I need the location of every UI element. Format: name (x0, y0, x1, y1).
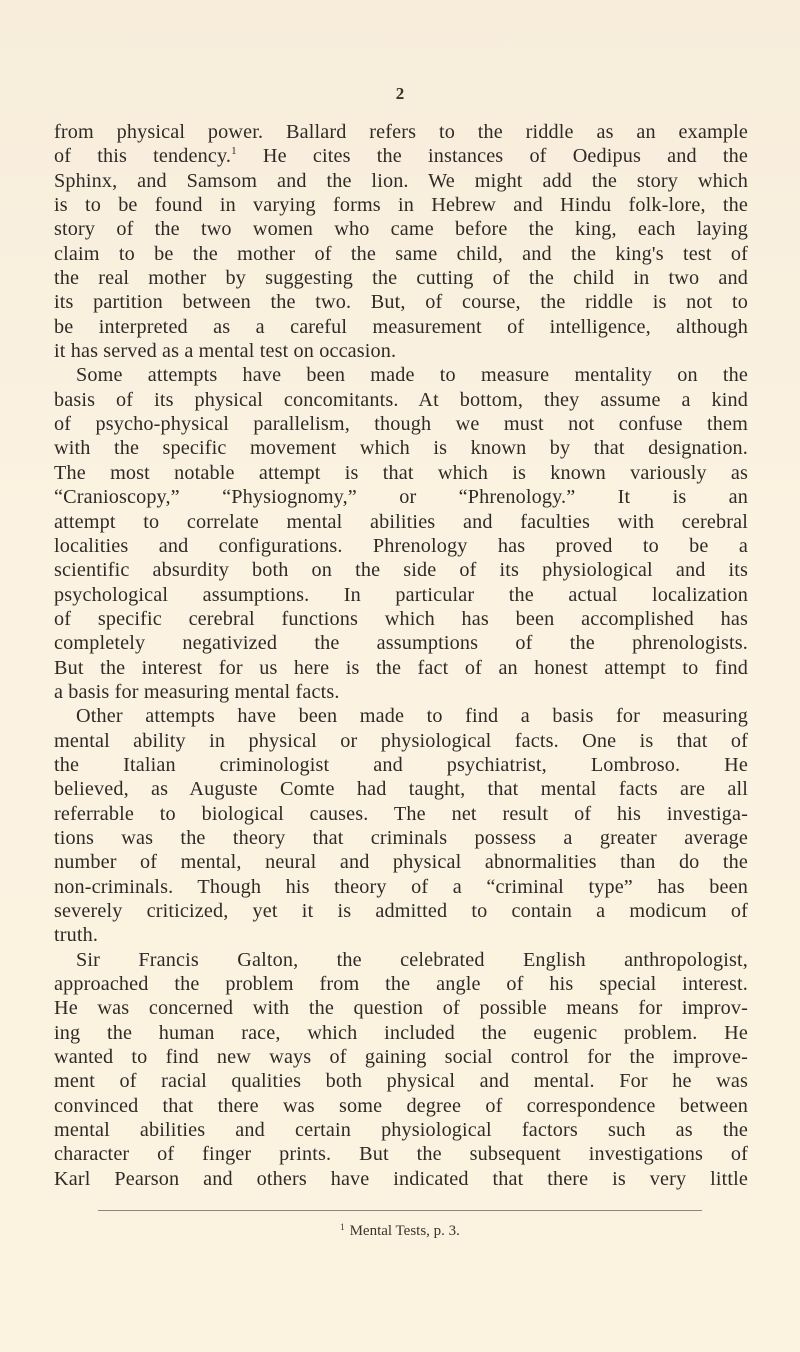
text-line: story of the two women who came before the king, each laying (54, 218, 748, 241)
text-line: wanted to find new ways of gaining social control for the improve- (54, 1046, 748, 1069)
text-line: claim to be the mother of the same child, and the king's test of (54, 242, 748, 265)
footnote (0, 1222, 800, 1240)
text-line: convinced that there was some degree of correspondence between (54, 1094, 748, 1117)
text-line: “Cranioscopy,” “Physiognomy,” or “Phrenology.” It is an (54, 486, 748, 509)
text-line: non-criminals. Though his theory of a “criminal type” has been (54, 875, 748, 898)
text-line: ing the human race, which included the eugenic problem. He (54, 1021, 748, 1044)
text-line: mental ability in physical or physiological facts. One is that of (54, 729, 748, 752)
footnote-divider (98, 1210, 702, 1211)
text-line: with the specific movement which is known by that designation. (54, 437, 748, 460)
text-line: Sphinx, and Samsom and the lion. We might add the story which (54, 169, 748, 192)
text-line: Some attempts have been made to measure mentality on the (76, 364, 748, 387)
text-line: of psycho-physical parallelism, though we must not confuse them (54, 413, 748, 436)
text-line: the Italian criminologist and psychiatrist, Lombroso. He (54, 753, 748, 776)
text-line: scientific absurdity both on the side of its physiological and its (54, 559, 748, 582)
text-line: Other attempts have been made to find a basis for measuring (76, 705, 748, 728)
body-text (54, 120, 748, 1191)
text-line: localities and configurations. Phrenology has proved to be a (54, 534, 748, 557)
page-number: 2 (395, 84, 405, 103)
text-line: be interpreted as a careful measurement of intelligence, although (54, 315, 748, 338)
text-line: referrable to biological causes. The net result of his investiga- (54, 802, 748, 825)
paragraph (54, 704, 748, 947)
paragraph (54, 948, 748, 1191)
text-line: number of mental, neural and physical abnormalities than do the (54, 851, 748, 874)
footnote-marker: 1 (340, 1222, 345, 1232)
text-line: its partition between the two. But, of course, the riddle is not to (54, 291, 748, 314)
text-line: of specific cerebral functions which has been accomplished has (54, 607, 748, 630)
text-line: psychological assumptions. In particular the actual localization (54, 583, 748, 606)
footnote-reference: 1 (231, 145, 237, 158)
text-line: approached the problem from the angle of his special interest. (54, 973, 748, 996)
text-line: of this tendency.$^1$ He cites the instances of Oedipus and the (54, 145, 748, 168)
text-line: The most notable attempt is that which is known variously as (54, 461, 748, 484)
paragraph (54, 120, 748, 363)
text-line: from physical power. Ballard refers to the riddle as an example (54, 121, 748, 143)
text-line: believed, as Auguste Comte had taught, that mental facts are all (54, 778, 748, 801)
text-line: character of finger prints. But the subsequent investigations of (54, 1143, 748, 1166)
text-line: tions was the theory that criminals possess a greater average (54, 826, 748, 849)
text-line: is to be found in varying forms in Hebrew and Hindu folk-lore, the (54, 194, 748, 217)
text-line: truth. (54, 924, 99, 947)
text-line: ment of racial qualities both physical and mental. For he was (54, 1070, 748, 1093)
text-line: He was concerned with the question of possible means for improv- (54, 997, 748, 1020)
text-line: the real mother by suggesting the cutting of the child in two and (54, 267, 748, 290)
text-line: But the interest for us here is the fact of an honest attempt to find (54, 656, 748, 679)
text-line: severely criticized, yet it is admitted to contain a modicum of (54, 900, 748, 922)
text-line: mental abilities and certain physiological factors such as the (54, 1119, 748, 1142)
text-line: basis of its physical concomitants. At bottom, they assume a kind (54, 388, 748, 411)
text-line: a basis for measuring mental facts. (54, 680, 340, 703)
footnote-text: Mental Tests, p. 3. (349, 1223, 460, 1239)
text-line: attempt to correlate mental abilities and faculties with cerebral (54, 510, 748, 533)
text-line: Karl Pearson and others have indicated that there is very little (54, 1167, 748, 1190)
text-line: completely negativized the assumptions of the phrenologists. (54, 632, 748, 655)
paragraph (54, 363, 748, 704)
text-line: it has served as a mental test on occasion. (54, 340, 397, 363)
text-line: Sir Francis Galton, the celebrated English anthropologist, (76, 948, 748, 971)
